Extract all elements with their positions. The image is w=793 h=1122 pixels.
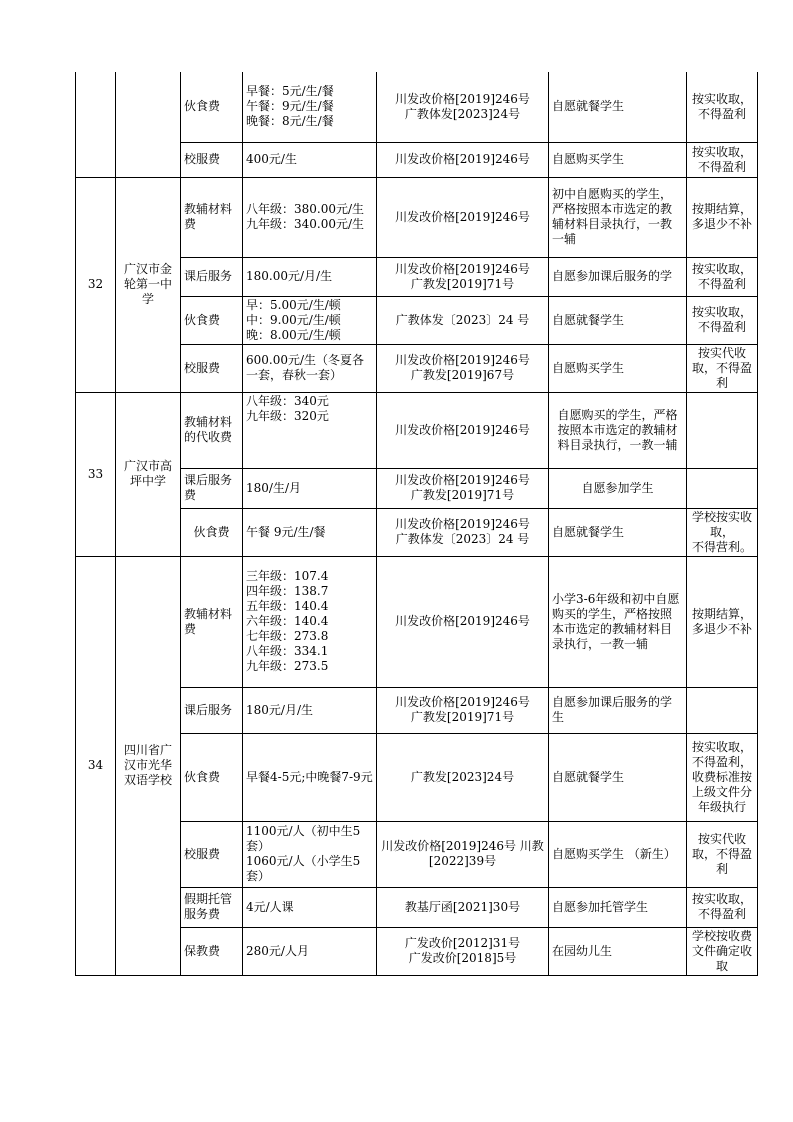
fee-standard: 早：5.00元/生/顿 中：9.00元/生/顿 晚：8.00元/生/顿 — [243, 296, 377, 344]
fee-note: 按实代收取，不得盈利 — [687, 821, 758, 887]
fee-item: 教辅材料费 — [181, 556, 243, 687]
fee-note: 学校按实收取， 不得营利。 — [687, 508, 758, 556]
fee-basis: 教基厅函[2021]30号 — [377, 887, 549, 927]
fee-target: 自愿就餐学生 — [549, 296, 687, 344]
row-number: 33 — [76, 392, 116, 556]
fee-note — [687, 687, 758, 733]
fee-standard: 280元/人月 — [243, 927, 377, 975]
fee-standard: 180/生/月 — [243, 468, 377, 508]
fee-standard: 180元/月/生 — [243, 687, 377, 733]
row-number: 32 — [76, 177, 116, 392]
fee-basis: 川发改价格[2019]246号 广教发[2019]71号 — [377, 687, 549, 733]
fee-item: 教辅材料费 — [181, 177, 243, 257]
fee-basis: 川发改价格[2019]246号 — [377, 142, 549, 177]
fee-target: 小学3-6年级和初中自愿购买的学生，严格按照本市选定的教辅材料目录执行，一教一辅 — [549, 556, 687, 687]
fee-item: 伙食费 — [181, 733, 243, 821]
fee-item: 假期托管服务费 — [181, 887, 243, 927]
fee-note — [687, 468, 758, 508]
fee-target: 初中自愿购买的学生，严格按照本市选定的教辅材料目录执行，一教一辅 — [549, 177, 687, 257]
fee-item: 伙食费 — [181, 508, 243, 556]
fee-item: 课后服务 — [181, 687, 243, 733]
fee-item: 保教费 — [181, 927, 243, 975]
row-number: 34 — [76, 556, 116, 975]
fee-note: 按期结算， 多退少不补 — [687, 556, 758, 687]
table-row — [76, 556, 758, 687]
fee-basis: 川发改价格[2019]246号 — [377, 392, 549, 468]
fee-target: 自愿购买学生 — [549, 344, 687, 392]
fee-target: 自愿购买的学生，严格按照本市选定的教辅材料目录执行，一教一辅 — [549, 392, 687, 468]
fee-target: 在园幼儿生 — [549, 927, 687, 975]
fee-basis: 广发改价[2012]31号 广发改价[2018]5号 — [377, 927, 549, 975]
fee-standard: 400元/生 — [243, 142, 377, 177]
school-name — [116, 72, 181, 177]
fee-target: 自愿购买学生 — [549, 142, 687, 177]
fee-item: 校服费 — [181, 344, 243, 392]
fee-basis: 川发改价格[2019]246号 广教发[2019]71号 — [377, 468, 549, 508]
fee-note: 按实收取， 不得盈利 — [687, 887, 758, 927]
fee-item: 伙食费 — [181, 72, 243, 142]
fee-note: 按实收取， 不得盈利 — [687, 72, 758, 142]
table-row — [76, 392, 758, 468]
fee-item: 课后服务 — [181, 257, 243, 296]
table-row — [76, 177, 758, 257]
fee-basis: 川发改价格[2019]246号 广教发[2019]67号 — [377, 344, 549, 392]
fee-standard: 180.00元/月/生 — [243, 257, 377, 296]
row-number — [76, 72, 116, 177]
fee-note: 按实收取， 不得盈利 — [687, 257, 758, 296]
fee-target: 自愿参加课后服务的学 — [549, 257, 687, 296]
fee-note: 按实收取， 不得盈利 — [687, 296, 758, 344]
fee-table — [75, 72, 758, 976]
fee-standard: 三年级：107.4 四年级：138.7 五年级：140.4 六年级：140.4 七年级：273.8 八年级：334.1 九年级：273.5 — [243, 556, 377, 687]
fee-item: 校服费 — [181, 821, 243, 887]
fee-basis: 广教体发〔2023〕24 号 — [377, 296, 549, 344]
fee-item: 教辅材料的代收费 — [181, 392, 243, 468]
fee-basis: 川发改价格[2019]246号 — [377, 177, 549, 257]
fee-note — [687, 392, 758, 468]
fee-standard: 早餐4-5元;中晚餐7-9元 — [243, 733, 377, 821]
fee-target: 自愿就餐学生 — [549, 72, 687, 142]
fee-basis: 广教发[2023]24号 — [377, 733, 549, 821]
fee-basis: 川发改价格[2019]246号 — [377, 556, 549, 687]
school-name: 广汉市金轮第一中学 — [116, 177, 181, 392]
fee-item: 伙食费 — [181, 296, 243, 344]
school-name: 四川省广汉市光华双语学校 — [116, 556, 181, 975]
fee-standard: 八年级：340元 九年级：320元 — [243, 392, 377, 468]
fee-target: 自愿就餐学生 — [549, 733, 687, 821]
fee-note: 按实代收取，不得盈利 — [687, 344, 758, 392]
fee-target: 自愿参加学生 — [549, 468, 687, 508]
fee-target: 自愿参加课后服务的学生 — [549, 687, 687, 733]
fee-target: 自愿参加托管学生 — [549, 887, 687, 927]
fee-standard: 4元/人课 — [243, 887, 377, 927]
fee-standard: 午餐 9元/生/餐 — [243, 508, 377, 556]
fee-note: 按期结算， 多退少不补 — [687, 177, 758, 257]
fee-standard: 1100元/人（初中生5套） 1060元/人（小学生5套） — [243, 821, 377, 887]
fee-item: 校服费 — [181, 142, 243, 177]
fee-basis: 川发改价格[2019]246号 广教体发[2023]24号 — [377, 72, 549, 142]
fee-target: 自愿就餐学生 — [549, 508, 687, 556]
fee-standard: 600.00元/生（冬夏各一套，春秋一套） — [243, 344, 377, 392]
fee-note: 按实收取， 不得盈利 — [687, 142, 758, 177]
fee-basis: 川发改价格[2019]246号 广教体发〔2023〕24 号 — [377, 508, 549, 556]
fee-note: 按实收取，不得盈利，收费标准按上级文件分年级执行 — [687, 733, 758, 821]
fee-standard: 八年级：380.00元/生 九年级：340.00元/生 — [243, 177, 377, 257]
fee-basis: 川发改价格[2019]246号 川教[2022]39号 — [377, 821, 549, 887]
fee-standard: 早餐：5元/生/餐 午餐：9元/生/餐 晚餐：8元/生/餐 — [243, 72, 377, 142]
fee-basis: 川发改价格[2019]246号 广教发[2019]71号 — [377, 257, 549, 296]
fee-target: 自愿购买学生 （新生） — [549, 821, 687, 887]
school-name: 广汉市高坪中学 — [116, 392, 181, 556]
table-row — [76, 72, 758, 142]
fee-item: 课后服务费 — [181, 468, 243, 508]
fee-note: 学校按收费文件确定收取 — [687, 927, 758, 975]
